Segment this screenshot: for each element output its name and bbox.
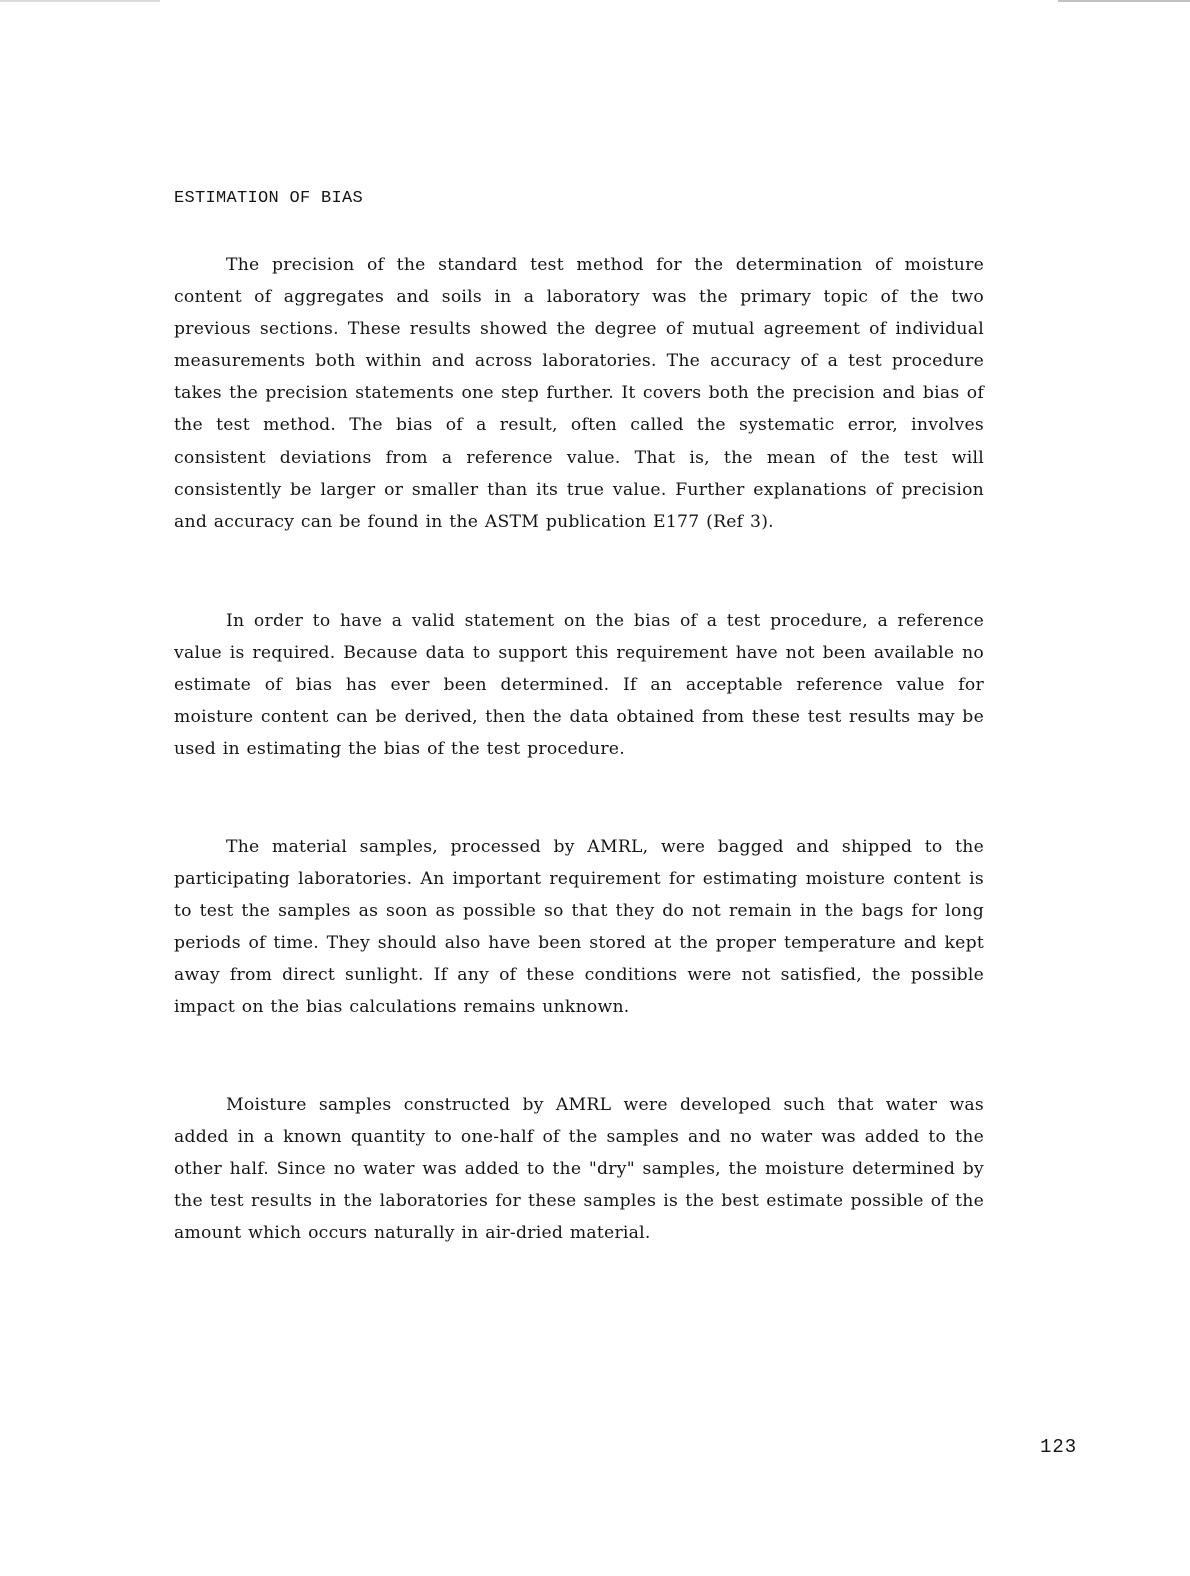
paragraph-moisture-samples: Moisture samples constructed by AMRL were developed such that water was added in a known quantity to one-half of the samples and no water was added to the other half. Since no water was added to the "dry" samples, the moisture determined by the test results in the laboratories for these samples is the best estimate possible of the amount which occurs naturally in air-dried material. — [174, 1095, 984, 1244]
scan-artifact-line — [0, 0, 160, 2]
paragraph-reference-value: In order to have a valid statement on the bias of a test procedure, a reference value is required. Because data to support this requirement have not been available no estimate of bias has ever been determined. If an acceptable reference value for moisture content can be derived, then the data obtained from these test results may be used in estimating the bias of the test procedure. — [174, 611, 984, 760]
paragraph-precision: The precision of the standard test method for the determination of moisture content of aggregates and soils in a laboratory was the primary topic of the two previous sections. These results showed the degree of mutual agreement of individual measurements both within and across laboratories. The accuracy of a test procedure takes the precision statements one step further. It covers both the precision and bias of the test method. The bias of a result, often called the systematic error, involves consistent deviations from a reference value. That is, the mean of the test will consistently be larger or smaller than its true value. Further explanations of precision and accuracy can be found in the ASTM publication E177 (Ref 3). — [174, 255, 984, 532]
page-number: 123 — [1040, 1436, 1078, 1458]
paragraph-material-samples: The material samples, processed by AMRL, were bagged and shipped to the participating laboratories. An important requirement for estimating moisture content is to test the samples as soon as possible so that they do not remain in the bags for long periods of time. They should also have been stored at the proper temperature and kept away from direct sunlight. If any of these conditions were not satisfied, the possible impact on the bias calculations remains unknown. — [174, 837, 984, 1018]
scan-artifact-line — [1058, 0, 1190, 2]
section-heading: ESTIMATION OF BIAS — [174, 189, 364, 208]
